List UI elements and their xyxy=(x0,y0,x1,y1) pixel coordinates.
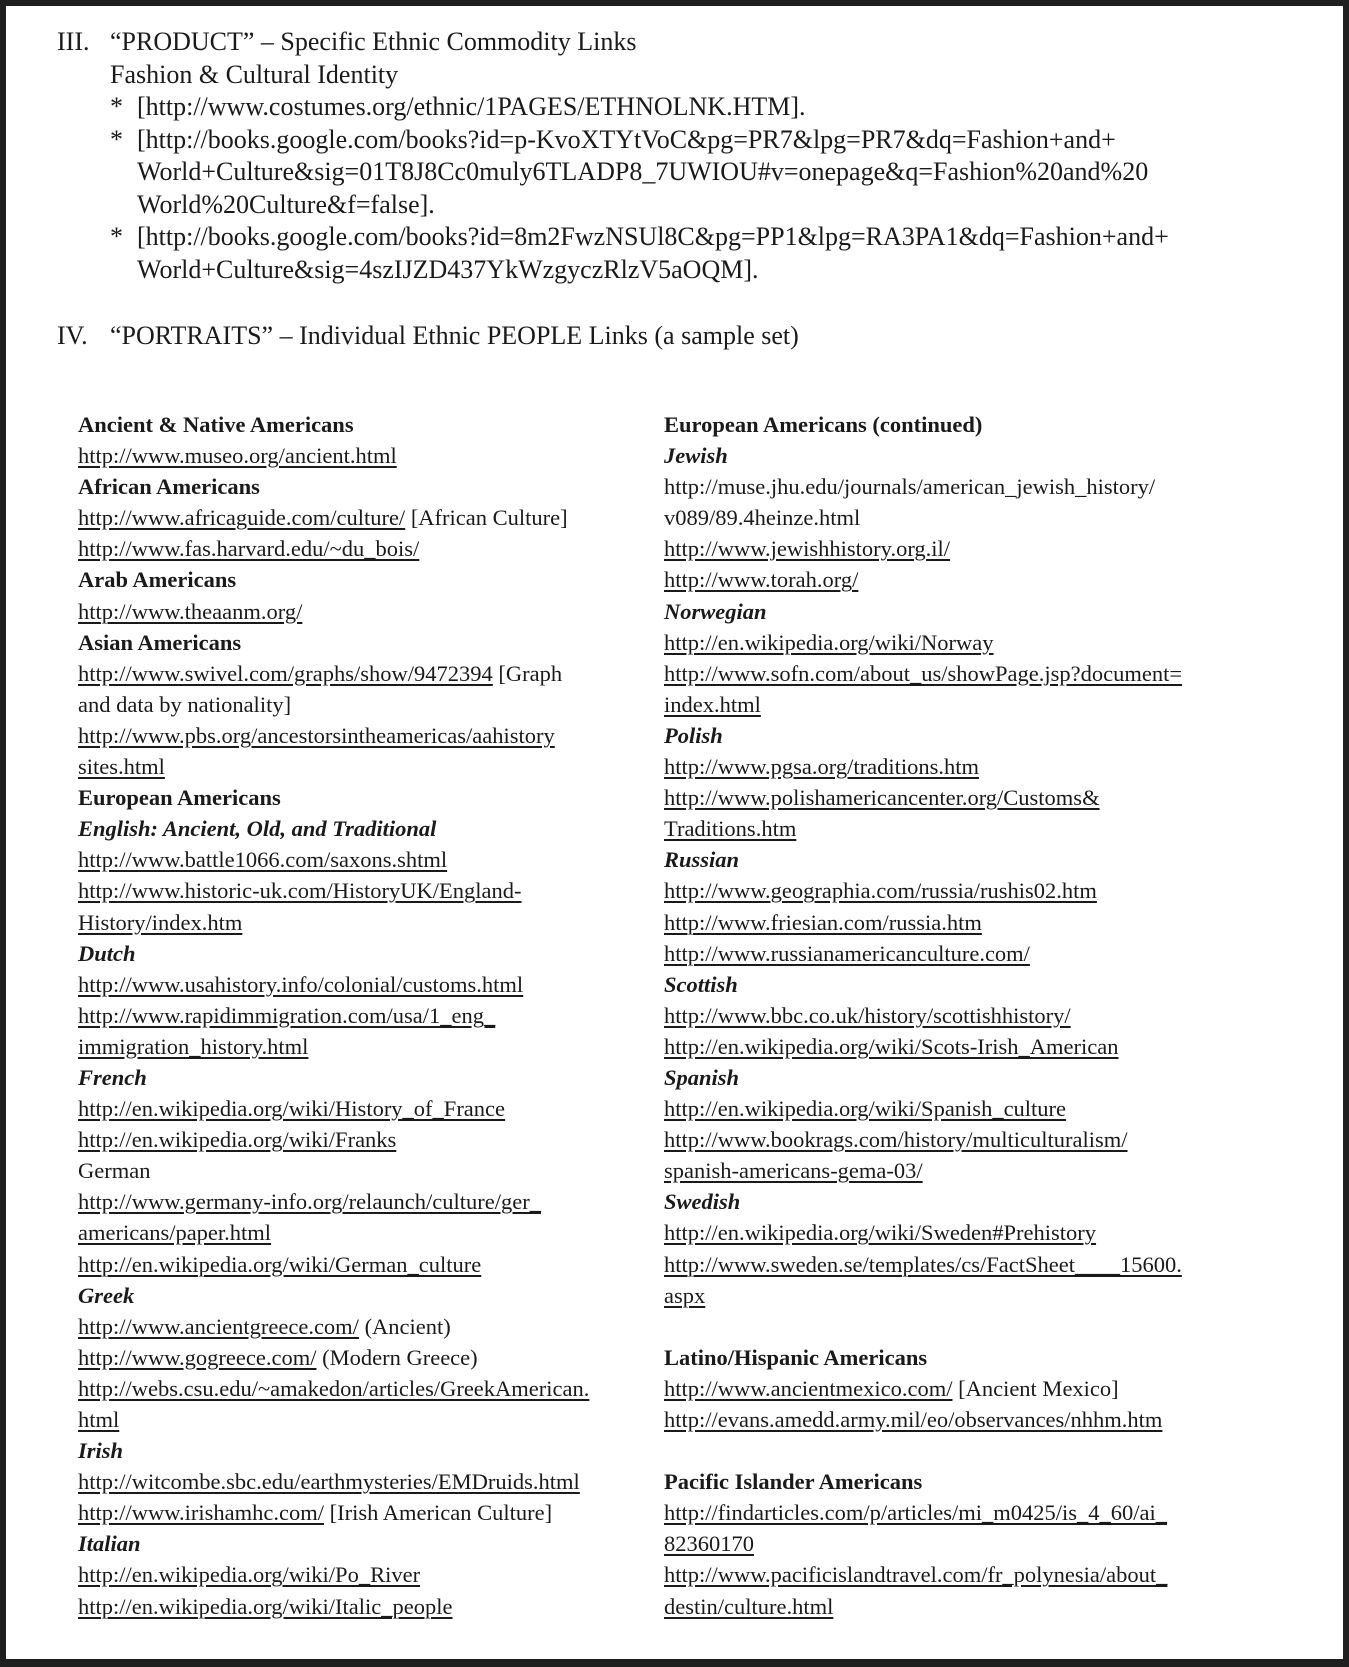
link-row xyxy=(78,533,668,564)
url-link[interactable]: sites.html xyxy=(78,754,165,780)
url-link[interactable]: http://www.battle1066.com/saxons.shtml xyxy=(78,847,448,873)
subgroup-heading: Jewish xyxy=(664,443,728,469)
url-link[interactable]: immigration_history.html xyxy=(78,1033,309,1059)
url-link[interactable]: http://www.sofn.com/about_us/showPage.jsp?document= xyxy=(664,660,1183,686)
url-link[interactable]: http://en.wikipedia.org/wiki/Franks xyxy=(78,1127,397,1153)
link-row xyxy=(664,1249,1304,1280)
link-row xyxy=(78,1404,668,1435)
link-row xyxy=(664,938,1304,969)
subgroup-heading: English: Ancient, Old, and Traditional xyxy=(78,816,437,842)
url-link[interactable]: http://webs.csu.edu/~amakedon/articles/GreekAmerican. xyxy=(78,1375,590,1401)
bullet-link[interactable]: [http://www.costumes.org/ethnic/1PAGES/ETHNOLNK.HTM]. xyxy=(137,92,806,121)
group-heading: Latino/Hispanic Americans xyxy=(664,1344,928,1370)
spacer xyxy=(664,1311,1304,1342)
bullet-marker: * xyxy=(110,222,123,251)
link-row xyxy=(78,1093,668,1124)
text-line: v089/89.4heinze.html xyxy=(664,505,861,531)
section-title: “PORTRAITS” – Individual Ethnic PEOPLE Links (a sample set) xyxy=(110,321,799,350)
left-column xyxy=(78,409,668,1622)
url-link[interactable]: http://www.museo.org/ancient.html xyxy=(78,443,397,469)
section-heading xyxy=(57,26,1317,59)
url-link[interactable]: http://www.bbc.co.uk/history/scottishhistory/ xyxy=(664,1002,1071,1028)
link-note: [Irish American Culture] xyxy=(324,1500,553,1526)
link-row xyxy=(78,1249,668,1280)
url-link[interactable]: http://en.wikipedia.org/wiki/Po_River xyxy=(78,1562,421,1588)
url-link[interactable]: index.html xyxy=(664,691,761,717)
bullet-marker: * xyxy=(110,124,123,154)
link-row xyxy=(664,782,1304,813)
bullet-link[interactable]: [http://books.google.com/books?id=p-KvoXTYtVoC&pg=PR7&lpg=PR7&dq=Fashion+and+ xyxy=(137,124,1116,154)
group-heading: African Americans xyxy=(78,474,260,500)
url-link[interactable]: http://witcombe.sbc.edu/earthmysteries/EMDruids.html xyxy=(78,1469,580,1495)
url-link[interactable]: http://www.bookrags.com/history/multiculturalism/ xyxy=(664,1127,1128,1153)
url-link[interactable]: http://www.theaanm.org/ xyxy=(78,598,303,624)
link-row xyxy=(78,440,668,471)
bullet-item xyxy=(57,124,1317,222)
url-link[interactable]: destin/culture.html xyxy=(664,1593,834,1619)
subgroup-heading: Swedish xyxy=(664,1189,741,1215)
link-row xyxy=(664,1497,1304,1528)
url-link[interactable]: http://www.ancientgreece.com/ xyxy=(78,1313,359,1339)
subgroup-heading: Russian xyxy=(664,847,740,873)
url-link[interactable]: http://www.usahistory.info/colonial/customs.html xyxy=(78,971,524,997)
subgroup-heading: Spanish xyxy=(664,1064,740,1090)
url-link[interactable]: http://www.polishamericancenter.org/Customs& xyxy=(664,785,1100,811)
link-row xyxy=(78,844,668,875)
url-link[interactable]: html xyxy=(78,1407,120,1432)
link-row xyxy=(78,1311,668,1342)
spacer xyxy=(664,1435,1304,1466)
url-link[interactable]: http://www.ancientmexico.com/ xyxy=(664,1375,953,1401)
link-row xyxy=(78,907,668,938)
section-portraits xyxy=(57,320,1317,353)
group-heading: Arab Americans xyxy=(78,567,237,593)
link-note: (Ancient) xyxy=(358,1313,451,1339)
link-row xyxy=(664,627,1304,658)
url-link[interactable]: http://en.wikipedia.org/wiki/Norway xyxy=(664,629,994,655)
bullet-item xyxy=(57,91,1317,124)
url-link[interactable]: americans/paper.html xyxy=(78,1220,272,1246)
bullet-link[interactable]: World%20Culture&f=false]. xyxy=(137,189,435,219)
link-row xyxy=(78,596,668,627)
group-heading: Pacific Islander Americans xyxy=(664,1469,923,1495)
url-link[interactable]: http://www.geographia.com/russia/rushis02.htm xyxy=(664,878,1097,904)
link-row xyxy=(78,1466,668,1497)
url-link[interactable]: http://www.gogreece.com/ xyxy=(78,1344,317,1370)
url-link[interactable]: http://www.africaguide.com/culture/ xyxy=(78,505,406,531)
url-link[interactable]: http://en.wikipedia.org/wiki/History_of_France xyxy=(78,1096,506,1122)
url-link[interactable]: http://findarticles.com/p/articles/mi_m0425/is_4_60/ai_ xyxy=(664,1500,1168,1526)
subgroup-heading: Dutch xyxy=(78,940,136,966)
url-link[interactable]: http://www.rapidimmigration.com/usa/1_eng_ xyxy=(78,1002,496,1028)
url-link[interactable]: http://en.wikipedia.org/wiki/Spanish_culture xyxy=(664,1096,1067,1122)
bullet-link[interactable]: [http://books.google.com/books?id=8m2FwzNSUl8C&pg=PP1&lpg=RA3PA1&dq=Fashion+and+ xyxy=(137,222,1169,251)
url-link[interactable]: spanish-americans-gema-03/ xyxy=(664,1158,923,1184)
subgroup-heading: Polish xyxy=(664,722,723,748)
url-link[interactable]: http://www.russianamericanculture.com/ xyxy=(664,940,1030,966)
subgroup-heading: Norwegian xyxy=(664,598,767,624)
section-product xyxy=(57,26,1317,286)
url-link[interactable]: http://www.pgsa.org/traditions.htm xyxy=(664,754,979,780)
link-row xyxy=(664,1155,1304,1186)
link-row xyxy=(78,875,668,906)
group-heading: European Americans (continued) xyxy=(664,412,983,437)
link-row xyxy=(664,1280,1304,1311)
text-line: http://muse.jhu.edu/journals/american_jewish_history/ xyxy=(664,474,1156,500)
subgroup-heading: Italian xyxy=(78,1531,141,1557)
link-row xyxy=(664,751,1304,782)
url-link[interactable]: http://www.fas.harvard.edu/~du_bois/ xyxy=(78,536,420,562)
url-link[interactable]: aspx xyxy=(664,1282,706,1308)
link-row xyxy=(78,1000,668,1031)
link-row xyxy=(78,1497,668,1528)
section-numeral: III. xyxy=(57,27,90,56)
link-row xyxy=(664,1000,1304,1031)
link-row xyxy=(664,813,1304,844)
link-row xyxy=(78,1559,668,1590)
group-heading: Asian Americans xyxy=(78,629,242,655)
url-link[interactable]: http://evans.amedd.army.mil/eo/observances/nhhm.htm xyxy=(664,1407,1163,1432)
section-numeral: IV. xyxy=(57,321,88,350)
url-link[interactable]: http://www.historic-uk.com/HistoryUK/England- xyxy=(78,878,522,904)
link-row xyxy=(664,1031,1304,1062)
section-title: “PRODUCT” – Specific Ethnic Commodity Links xyxy=(110,27,637,56)
section-subtitle: Fashion & Cultural Identity xyxy=(110,59,399,89)
url-link[interactable]: http://en.wikipedia.org/wiki/Scots-Irish_American xyxy=(664,1033,1119,1059)
link-row xyxy=(664,658,1304,689)
link-note: [Graph xyxy=(492,660,563,686)
link-row xyxy=(78,1342,668,1373)
url-link[interactable]: http://www.torah.org/ xyxy=(664,567,859,593)
url-link[interactable]: http://en.wikipedia.org/wiki/German_culture xyxy=(78,1251,482,1277)
link-row xyxy=(664,875,1304,906)
link-row xyxy=(664,1217,1304,1248)
link-row xyxy=(664,689,1304,720)
link-row xyxy=(664,1093,1304,1124)
group-heading: European Americans xyxy=(78,785,281,811)
text-line: and data by nationality] xyxy=(78,691,292,717)
url-link[interactable]: Traditions.htm xyxy=(664,816,797,842)
subgroup-heading: Scottish xyxy=(664,971,738,997)
bullet-item xyxy=(57,221,1317,286)
link-row xyxy=(664,1124,1304,1155)
url-link[interactable]: http://www.pbs.org/ancestorsintheamericas/aahistory xyxy=(78,722,555,748)
bullet-link[interactable]: World+Culture&sig=4szIJZD437YkWzgyczRlzV5aOQM]. xyxy=(137,254,759,284)
section-heading xyxy=(57,320,1317,353)
subgroup-heading: Irish xyxy=(78,1438,124,1464)
link-row xyxy=(664,1559,1304,1590)
link-row xyxy=(78,1591,668,1622)
link-row xyxy=(78,502,668,533)
link-note: (Modern Greece) xyxy=(316,1344,478,1370)
link-row xyxy=(664,564,1304,595)
url-link[interactable]: http://www.germany-info.org/relaunch/culture/ger_ xyxy=(78,1189,541,1215)
link-row xyxy=(78,720,668,751)
subgroup-heading: French xyxy=(78,1064,147,1090)
url-link[interactable]: 82360170 xyxy=(664,1531,754,1557)
url-link[interactable]: http://www.irishamhc.com/ xyxy=(78,1500,325,1526)
link-note: [Ancient Mexico] xyxy=(952,1375,1119,1401)
url-link[interactable]: http://www.pacificislandtravel.com/fr_polynesia/about_ xyxy=(664,1562,1168,1588)
right-column xyxy=(664,409,1304,1622)
url-link[interactable]: http://en.wikipedia.org/wiki/Italic_people xyxy=(78,1593,453,1619)
url-link[interactable]: http://www.sweden.se/templates/cs/FactSheet____15600. xyxy=(664,1251,1182,1277)
link-row xyxy=(664,533,1304,564)
link-row xyxy=(664,907,1304,938)
url-link[interactable]: http://www.swivel.com/graphs/show/9472394 xyxy=(78,660,493,686)
url-link[interactable]: http://www.friesian.com/russia.htm xyxy=(664,909,982,935)
link-row xyxy=(664,1373,1304,1404)
group-heading: Ancient & Native Americans xyxy=(78,412,354,437)
link-row xyxy=(78,751,668,782)
link-row xyxy=(78,1217,668,1248)
link-row xyxy=(664,1591,1304,1622)
link-note: [African Culture] xyxy=(405,505,568,531)
url-link[interactable]: History/index.htm xyxy=(78,909,243,935)
link-row xyxy=(664,1528,1304,1559)
link-row xyxy=(78,969,668,1000)
bullet-marker: * xyxy=(110,92,123,121)
link-row xyxy=(664,1404,1304,1435)
link-row xyxy=(78,1124,668,1155)
link-row xyxy=(78,658,668,689)
link-row xyxy=(78,1373,668,1404)
url-link[interactable]: http://en.wikipedia.org/wiki/Sweden#Prehistory xyxy=(664,1220,1097,1246)
subgroup-heading: Greek xyxy=(78,1282,135,1308)
bullet-link[interactable]: World+Culture&sig=01T8J8Cc0muly6TLADP8_7UWIOU#v=onepage&q=Fashion%20and%20 xyxy=(137,157,1149,186)
link-row xyxy=(78,1031,668,1062)
url-link[interactable]: http://www.jewishhistory.org.il/ xyxy=(664,536,951,562)
text-line: German xyxy=(78,1158,151,1184)
link-row xyxy=(78,1186,668,1217)
